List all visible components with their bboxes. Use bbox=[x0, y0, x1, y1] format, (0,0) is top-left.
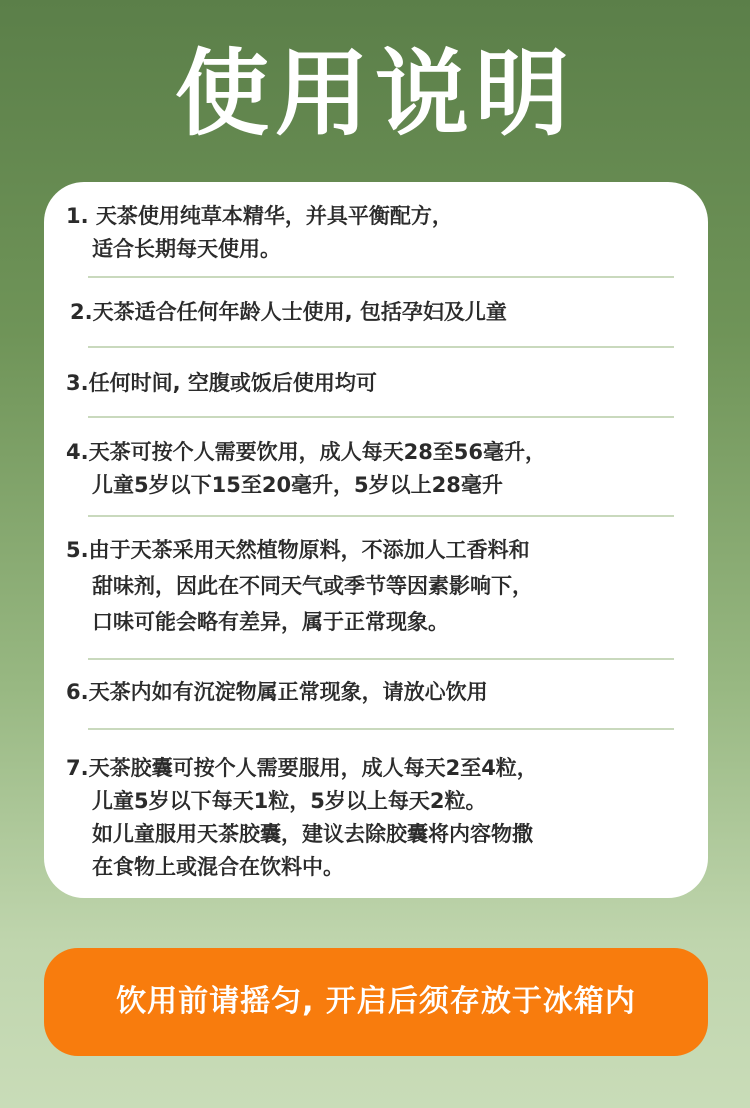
page-title: 使用说明 bbox=[174, 40, 575, 149]
instruction-line: 1. 天茶使用纯草本精华，并具平衡配方， bbox=[66, 204, 453, 228]
instruction-item-4 bbox=[66, 436, 666, 502]
instruction-line: 口味可能会略有差异，属于正常现象。 bbox=[92, 610, 449, 634]
instruction-item-2 bbox=[70, 296, 670, 329]
instruction-line: 如儿童服用天茶胶囊，建议去除胶囊将内容物撒 bbox=[92, 822, 533, 846]
instruction-item-6 bbox=[66, 676, 666, 709]
storage-notice-banner: 饮用前请摇匀, 开启后须存放于冰箱内 bbox=[44, 948, 708, 1056]
instruction-item-5 bbox=[66, 532, 666, 640]
instruction-line: 儿童5岁以下每天1粒，5岁以上每天2粒。 bbox=[92, 789, 487, 813]
divider bbox=[88, 416, 674, 418]
instruction-item-1 bbox=[66, 200, 666, 266]
divider bbox=[88, 346, 674, 348]
instruction-line: 在食物上或混合在饮料中。 bbox=[92, 855, 344, 879]
divider bbox=[88, 276, 674, 278]
divider bbox=[88, 728, 674, 730]
instruction-line: 2.天茶适合任何年龄人士使用, 包括孕妇及儿童 bbox=[70, 300, 507, 324]
instruction-item-7 bbox=[66, 752, 666, 884]
divider bbox=[88, 515, 674, 517]
instruction-line: 儿童5岁以下15至20毫升，5岁以上28毫升 bbox=[92, 473, 503, 497]
instruction-item-3 bbox=[66, 367, 666, 400]
divider bbox=[88, 658, 674, 660]
instruction-line: 5.由于天茶采用天然植物原料，不添加人工香料和 bbox=[66, 538, 530, 562]
instruction-line: 适合长期每天使用。 bbox=[92, 237, 281, 261]
instruction-line: 6.天茶内如有沉淀物属正常现象，请放心饮用 bbox=[66, 680, 488, 704]
instruction-line: 4.天茶可按个人需要饮用，成人每天28至56毫升， bbox=[66, 440, 547, 464]
instruction-line: 7.天茶胶囊可按个人需要服用，成人每天2至4粒， bbox=[66, 756, 538, 780]
instruction-line: 3.任何时间, 空腹或饭后使用均可 bbox=[66, 371, 377, 395]
instruction-line: 甜味剂，因此在不同天气或季节等因素影响下， bbox=[92, 574, 533, 598]
